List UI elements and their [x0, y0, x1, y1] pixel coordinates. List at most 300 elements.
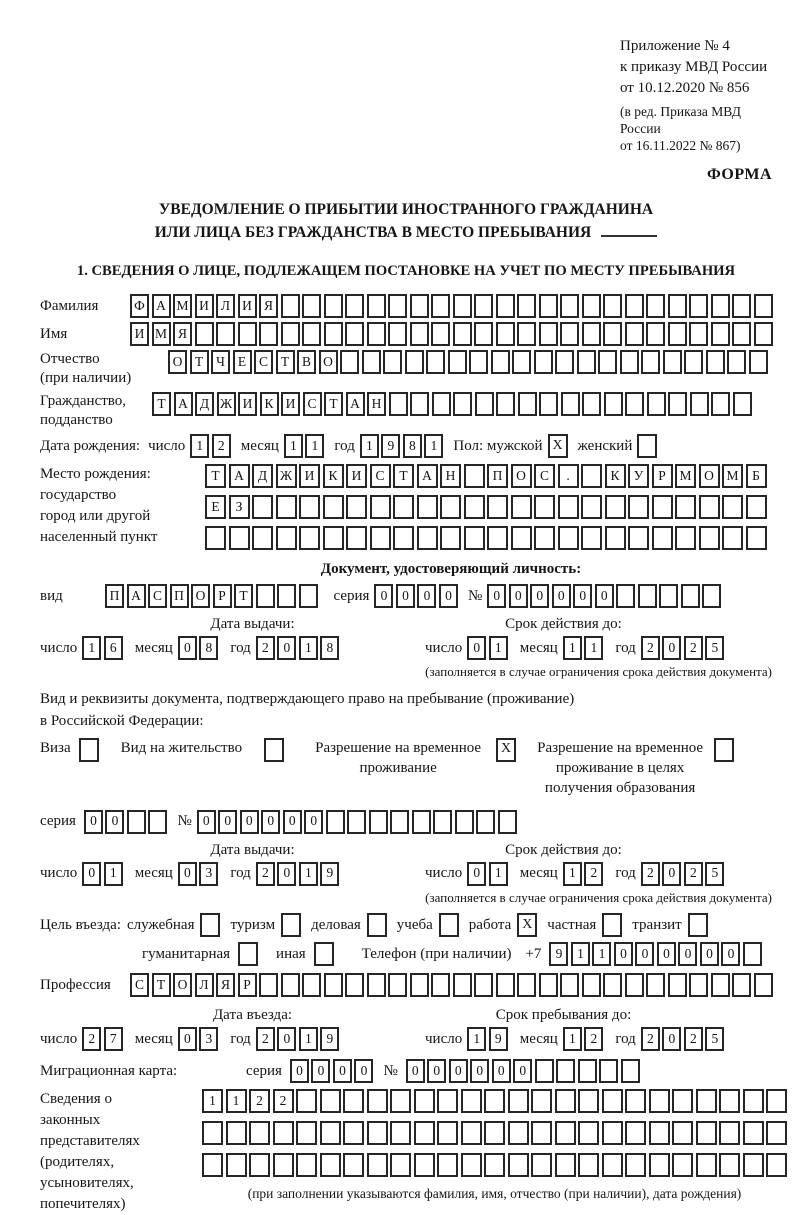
char-cell[interactable]: [605, 526, 626, 550]
char-cell[interactable]: [496, 322, 515, 346]
char-cell[interactable]: 2: [82, 1027, 101, 1051]
char-cell[interactable]: 0: [678, 942, 697, 966]
char-cell[interactable]: 0: [277, 862, 296, 886]
char-cell[interactable]: [672, 1153, 693, 1177]
char-cell[interactable]: 2: [584, 862, 603, 886]
char-cell[interactable]: 0: [662, 862, 681, 886]
char-cell[interactable]: [706, 350, 725, 374]
char-cell[interactable]: Т: [324, 392, 343, 416]
char-cell[interactable]: [578, 1121, 599, 1145]
char-cell[interactable]: 9: [381, 434, 400, 458]
char-cell[interactable]: [672, 1121, 693, 1145]
char-cell[interactable]: 0: [105, 810, 124, 834]
char-cell[interactable]: Д: [195, 392, 214, 416]
char-cell[interactable]: [461, 1121, 482, 1145]
char-cell[interactable]: [517, 322, 536, 346]
char-cell[interactable]: 2: [641, 862, 660, 886]
char-cell[interactable]: [603, 973, 622, 997]
char-cell[interactable]: [340, 350, 359, 374]
char-cell[interactable]: 0: [84, 810, 103, 834]
char-cell[interactable]: 0: [573, 584, 592, 608]
char-cell[interactable]: [437, 1121, 458, 1145]
char-cell[interactable]: [324, 973, 343, 997]
char-cell[interactable]: [641, 350, 660, 374]
char-cell[interactable]: [754, 294, 773, 318]
char-cell[interactable]: 0: [218, 810, 237, 834]
char-cell[interactable]: 0: [439, 584, 458, 608]
char-cell[interactable]: 0: [635, 942, 654, 966]
char-cell[interactable]: Т: [190, 350, 209, 374]
char-cell[interactable]: [453, 322, 472, 346]
char-cell[interactable]: [625, 973, 644, 997]
char-cell[interactable]: [681, 584, 700, 608]
char-cell[interactable]: 1: [489, 862, 508, 886]
char-cell[interactable]: [367, 322, 386, 346]
char-cell[interactable]: [202, 1153, 223, 1177]
char-cell[interactable]: 0: [700, 942, 719, 966]
char-cell[interactable]: 0: [406, 1059, 425, 1083]
char-cell[interactable]: [743, 1153, 764, 1177]
char-cell[interactable]: 0: [595, 584, 614, 608]
char-cell[interactable]: 0: [509, 584, 528, 608]
char-cell[interactable]: [453, 973, 472, 997]
char-cell[interactable]: [347, 810, 366, 834]
char-cell[interactable]: [558, 495, 579, 519]
char-cell[interactable]: 1: [226, 1089, 247, 1113]
char-cell[interactable]: [410, 294, 429, 318]
char-cell[interactable]: 0: [283, 810, 302, 834]
char-cell[interactable]: С: [370, 464, 391, 488]
char-cell[interactable]: [560, 973, 579, 997]
char-cell[interactable]: [578, 1059, 597, 1083]
char-cell[interactable]: [582, 392, 601, 416]
char-cell[interactable]: 1: [592, 942, 611, 966]
char-cell[interactable]: [440, 526, 461, 550]
char-cell[interactable]: [448, 350, 467, 374]
char-cell[interactable]: [649, 1121, 670, 1145]
char-cell[interactable]: [668, 392, 687, 416]
char-cell[interactable]: [766, 1121, 787, 1145]
char-cell[interactable]: [367, 1153, 388, 1177]
char-cell[interactable]: [512, 350, 531, 374]
char-cell[interactable]: [299, 526, 320, 550]
char-cell[interactable]: [603, 322, 622, 346]
char-cell[interactable]: [598, 350, 617, 374]
char-cell[interactable]: [754, 973, 773, 997]
char-cell[interactable]: [343, 1121, 364, 1145]
purpose-rabota-checkbox[interactable]: X: [517, 913, 537, 937]
char-cell[interactable]: [453, 294, 472, 318]
char-cell[interactable]: [689, 294, 708, 318]
char-cell[interactable]: 0: [614, 942, 633, 966]
char-cell[interactable]: [302, 973, 321, 997]
char-cell[interactable]: 2: [684, 1027, 703, 1051]
char-cell[interactable]: [390, 810, 409, 834]
char-cell[interactable]: 0: [82, 862, 101, 886]
char-cell[interactable]: [535, 1059, 554, 1083]
char-cell[interactable]: [560, 322, 579, 346]
char-cell[interactable]: [561, 392, 580, 416]
char-cell[interactable]: [474, 973, 493, 997]
char-cell[interactable]: [534, 350, 553, 374]
char-cell[interactable]: [625, 392, 644, 416]
char-cell[interactable]: [625, 1089, 646, 1113]
char-cell[interactable]: 0: [240, 810, 259, 834]
char-cell[interactable]: [252, 526, 273, 550]
char-cell[interactable]: [534, 526, 555, 550]
char-cell[interactable]: [414, 1121, 435, 1145]
female-checkbox[interactable]: [637, 434, 657, 458]
char-cell[interactable]: [369, 810, 388, 834]
char-cell[interactable]: [581, 464, 602, 488]
char-cell[interactable]: А: [229, 464, 250, 488]
char-cell[interactable]: [417, 526, 438, 550]
char-cell[interactable]: 2: [256, 1027, 275, 1051]
char-cell[interactable]: [531, 1089, 552, 1113]
char-cell[interactable]: 9: [549, 942, 568, 966]
char-cell[interactable]: [464, 495, 485, 519]
char-cell[interactable]: [518, 392, 537, 416]
char-cell[interactable]: [426, 350, 445, 374]
char-cell[interactable]: [390, 1089, 411, 1113]
char-cell[interactable]: [388, 322, 407, 346]
char-cell[interactable]: Т: [152, 392, 171, 416]
char-cell[interactable]: [437, 1153, 458, 1177]
char-cell[interactable]: 1: [563, 636, 582, 660]
char-cell[interactable]: [367, 1121, 388, 1145]
char-cell[interactable]: 2: [584, 1027, 603, 1051]
char-cell[interactable]: [539, 294, 558, 318]
char-cell[interactable]: [417, 495, 438, 519]
char-cell[interactable]: [577, 350, 596, 374]
char-cell[interactable]: [555, 1153, 576, 1177]
char-cell[interactable]: [743, 942, 762, 966]
char-cell[interactable]: [431, 294, 450, 318]
char-cell[interactable]: Ф: [130, 294, 149, 318]
char-cell[interactable]: [646, 294, 665, 318]
char-cell[interactable]: 0: [530, 584, 549, 608]
char-cell[interactable]: [531, 1153, 552, 1177]
char-cell[interactable]: [539, 973, 558, 997]
char-cell[interactable]: [432, 392, 451, 416]
char-cell[interactable]: И: [238, 392, 257, 416]
char-cell[interactable]: [659, 584, 678, 608]
char-cell[interactable]: [474, 294, 493, 318]
char-cell[interactable]: [732, 294, 751, 318]
char-cell[interactable]: [582, 294, 601, 318]
char-cell[interactable]: [474, 322, 493, 346]
char-cell[interactable]: [719, 1153, 740, 1177]
char-cell[interactable]: [702, 584, 721, 608]
char-cell[interactable]: [672, 1089, 693, 1113]
char-cell[interactable]: 1: [190, 434, 209, 458]
char-cell[interactable]: [461, 1153, 482, 1177]
char-cell[interactable]: [296, 1121, 317, 1145]
char-cell[interactable]: [383, 350, 402, 374]
char-cell[interactable]: [388, 973, 407, 997]
char-cell[interactable]: П: [170, 584, 189, 608]
char-cell[interactable]: О: [319, 350, 338, 374]
char-cell[interactable]: М: [173, 294, 192, 318]
char-cell[interactable]: [252, 495, 273, 519]
char-cell[interactable]: 0: [467, 862, 486, 886]
char-cell[interactable]: [743, 1089, 764, 1113]
char-cell[interactable]: [646, 973, 665, 997]
temp-residence-permit-checkbox[interactable]: X: [496, 738, 516, 762]
char-cell[interactable]: [226, 1153, 247, 1177]
char-cell[interactable]: [431, 322, 450, 346]
char-cell[interactable]: [464, 526, 485, 550]
char-cell[interactable]: [668, 973, 687, 997]
char-cell[interactable]: М: [675, 464, 696, 488]
char-cell[interactable]: У: [628, 464, 649, 488]
char-cell[interactable]: 0: [374, 584, 393, 608]
char-cell[interactable]: 1: [489, 636, 508, 660]
char-cell[interactable]: [324, 322, 343, 346]
char-cell[interactable]: [625, 1121, 646, 1145]
char-cell[interactable]: [393, 526, 414, 550]
char-cell[interactable]: [517, 294, 536, 318]
char-cell[interactable]: [299, 495, 320, 519]
char-cell[interactable]: [625, 322, 644, 346]
char-cell[interactable]: [616, 584, 635, 608]
char-cell[interactable]: [302, 322, 321, 346]
char-cell[interactable]: Н: [440, 464, 461, 488]
char-cell[interactable]: 2: [641, 636, 660, 660]
char-cell[interactable]: [320, 1153, 341, 1177]
char-cell[interactable]: 0: [261, 810, 280, 834]
char-cell[interactable]: [461, 1089, 482, 1113]
char-cell[interactable]: [628, 526, 649, 550]
char-cell[interactable]: [602, 1089, 623, 1113]
char-cell[interactable]: [711, 973, 730, 997]
char-cell[interactable]: [743, 1121, 764, 1145]
char-cell[interactable]: И: [238, 294, 257, 318]
char-cell[interactable]: [603, 294, 622, 318]
char-cell[interactable]: М: [152, 322, 171, 346]
char-cell[interactable]: М: [722, 464, 743, 488]
char-cell[interactable]: [560, 294, 579, 318]
char-cell[interactable]: [578, 1153, 599, 1177]
char-cell[interactable]: [689, 322, 708, 346]
char-cell[interactable]: 1: [563, 862, 582, 886]
char-cell[interactable]: [696, 1153, 717, 1177]
char-cell[interactable]: [323, 526, 344, 550]
char-cell[interactable]: .: [558, 464, 579, 488]
char-cell[interactable]: 2: [256, 636, 275, 660]
char-cell[interactable]: [746, 526, 767, 550]
char-cell[interactable]: 2: [249, 1089, 270, 1113]
residence-permit-checkbox[interactable]: [264, 738, 284, 762]
char-cell[interactable]: И: [130, 322, 149, 346]
char-cell[interactable]: [302, 294, 321, 318]
char-cell[interactable]: 1: [299, 636, 318, 660]
char-cell[interactable]: [259, 322, 278, 346]
char-cell[interactable]: Я: [216, 973, 235, 997]
char-cell[interactable]: [498, 810, 517, 834]
char-cell[interactable]: 0: [662, 636, 681, 660]
char-cell[interactable]: [582, 973, 601, 997]
char-cell[interactable]: А: [127, 584, 146, 608]
char-cell[interactable]: 8: [199, 636, 218, 660]
char-cell[interactable]: 2: [273, 1089, 294, 1113]
char-cell[interactable]: 0: [552, 584, 571, 608]
char-cell[interactable]: [649, 1153, 670, 1177]
char-cell[interactable]: [362, 350, 381, 374]
char-cell[interactable]: [431, 973, 450, 997]
char-cell[interactable]: [625, 294, 644, 318]
char-cell[interactable]: Е: [233, 350, 252, 374]
char-cell[interactable]: С: [303, 392, 322, 416]
char-cell[interactable]: Л: [195, 973, 214, 997]
char-cell[interactable]: [346, 526, 367, 550]
char-cell[interactable]: [599, 1059, 618, 1083]
char-cell[interactable]: 0: [304, 810, 323, 834]
char-cell[interactable]: [249, 1153, 270, 1177]
char-cell[interactable]: Л: [216, 294, 235, 318]
char-cell[interactable]: 6: [104, 636, 123, 660]
char-cell[interactable]: [699, 495, 720, 519]
char-cell[interactable]: [487, 495, 508, 519]
char-cell[interactable]: П: [487, 464, 508, 488]
char-cell[interactable]: [638, 584, 657, 608]
char-cell[interactable]: [296, 1153, 317, 1177]
char-cell[interactable]: [320, 1121, 341, 1145]
char-cell[interactable]: [539, 392, 558, 416]
char-cell[interactable]: 0: [178, 636, 197, 660]
char-cell[interactable]: [216, 322, 235, 346]
char-cell[interactable]: [517, 973, 536, 997]
char-cell[interactable]: [727, 350, 746, 374]
char-cell[interactable]: 2: [684, 636, 703, 660]
char-cell[interactable]: [754, 322, 773, 346]
char-cell[interactable]: Т: [393, 464, 414, 488]
char-cell[interactable]: [496, 294, 515, 318]
char-cell[interactable]: [388, 294, 407, 318]
char-cell[interactable]: [746, 495, 767, 519]
char-cell[interactable]: [487, 526, 508, 550]
purpose-gumanitarnaya-checkbox[interactable]: [238, 942, 258, 966]
char-cell[interactable]: [689, 973, 708, 997]
char-cell[interactable]: [370, 526, 391, 550]
char-cell[interactable]: [711, 294, 730, 318]
char-cell[interactable]: [719, 1121, 740, 1145]
char-cell[interactable]: [281, 973, 300, 997]
char-cell[interactable]: [582, 322, 601, 346]
char-cell[interactable]: Я: [259, 294, 278, 318]
char-cell[interactable]: 0: [487, 584, 506, 608]
char-cell[interactable]: [273, 1121, 294, 1145]
char-cell[interactable]: К: [260, 392, 279, 416]
char-cell[interactable]: Р: [213, 584, 232, 608]
char-cell[interactable]: [696, 1089, 717, 1113]
char-cell[interactable]: [346, 495, 367, 519]
char-cell[interactable]: Ч: [211, 350, 230, 374]
char-cell[interactable]: [345, 294, 364, 318]
char-cell[interactable]: [389, 392, 408, 416]
visa-checkbox[interactable]: [79, 738, 99, 762]
char-cell[interactable]: С: [254, 350, 273, 374]
char-cell[interactable]: О: [173, 973, 192, 997]
char-cell[interactable]: [320, 1089, 341, 1113]
char-cell[interactable]: [455, 810, 474, 834]
char-cell[interactable]: [453, 392, 472, 416]
char-cell[interactable]: 1: [202, 1089, 223, 1113]
char-cell[interactable]: [277, 584, 296, 608]
char-cell[interactable]: [229, 526, 250, 550]
char-cell[interactable]: О: [699, 464, 720, 488]
char-cell[interactable]: 0: [513, 1059, 532, 1083]
char-cell[interactable]: [238, 322, 257, 346]
char-cell[interactable]: [414, 1089, 435, 1113]
char-cell[interactable]: [343, 1089, 364, 1113]
char-cell[interactable]: [555, 1121, 576, 1145]
char-cell[interactable]: [296, 1089, 317, 1113]
char-cell[interactable]: 1: [299, 1027, 318, 1051]
char-cell[interactable]: [276, 495, 297, 519]
char-cell[interactable]: [621, 1059, 640, 1083]
char-cell[interactable]: [484, 1121, 505, 1145]
char-cell[interactable]: [652, 495, 673, 519]
char-cell[interactable]: [226, 1121, 247, 1145]
char-cell[interactable]: [508, 1089, 529, 1113]
char-cell[interactable]: [556, 1059, 575, 1083]
edu-residence-permit-checkbox[interactable]: [714, 738, 734, 762]
char-cell[interactable]: [766, 1089, 787, 1113]
char-cell[interactable]: [511, 495, 532, 519]
char-cell[interactable]: 0: [277, 1027, 296, 1051]
char-cell[interactable]: [259, 973, 278, 997]
char-cell[interactable]: Т: [276, 350, 295, 374]
char-cell[interactable]: [323, 495, 344, 519]
char-cell[interactable]: 0: [721, 942, 740, 966]
char-cell[interactable]: 0: [657, 942, 676, 966]
char-cell[interactable]: [405, 350, 424, 374]
char-cell[interactable]: [476, 810, 495, 834]
char-cell[interactable]: [605, 495, 626, 519]
char-cell[interactable]: 1: [305, 434, 324, 458]
char-cell[interactable]: П: [105, 584, 124, 608]
char-cell[interactable]: 0: [470, 1059, 489, 1083]
char-cell[interactable]: [699, 526, 720, 550]
char-cell[interactable]: [273, 1153, 294, 1177]
char-cell[interactable]: 5: [705, 1027, 724, 1051]
char-cell[interactable]: [281, 322, 300, 346]
char-cell[interactable]: [719, 1089, 740, 1113]
char-cell[interactable]: А: [174, 392, 193, 416]
char-cell[interactable]: [733, 392, 752, 416]
char-cell[interactable]: [604, 392, 623, 416]
char-cell[interactable]: [370, 495, 391, 519]
char-cell[interactable]: Ж: [217, 392, 236, 416]
char-cell[interactable]: 7: [104, 1027, 123, 1051]
purpose-ucheba-checkbox[interactable]: [439, 913, 459, 937]
char-cell[interactable]: [433, 810, 452, 834]
char-cell[interactable]: Р: [652, 464, 673, 488]
char-cell[interactable]: [625, 1153, 646, 1177]
purpose-delovaya-checkbox[interactable]: [367, 913, 387, 937]
char-cell[interactable]: 1: [299, 862, 318, 886]
char-cell[interactable]: 0: [290, 1059, 309, 1083]
char-cell[interactable]: [390, 1121, 411, 1145]
char-cell[interactable]: [555, 1089, 576, 1113]
char-cell[interactable]: Я: [173, 322, 192, 346]
purpose-sluzhebnaya-checkbox[interactable]: [200, 913, 220, 937]
char-cell[interactable]: З: [229, 495, 250, 519]
char-cell[interactable]: 8: [403, 434, 422, 458]
char-cell[interactable]: К: [605, 464, 626, 488]
char-cell[interactable]: 0: [467, 636, 486, 660]
